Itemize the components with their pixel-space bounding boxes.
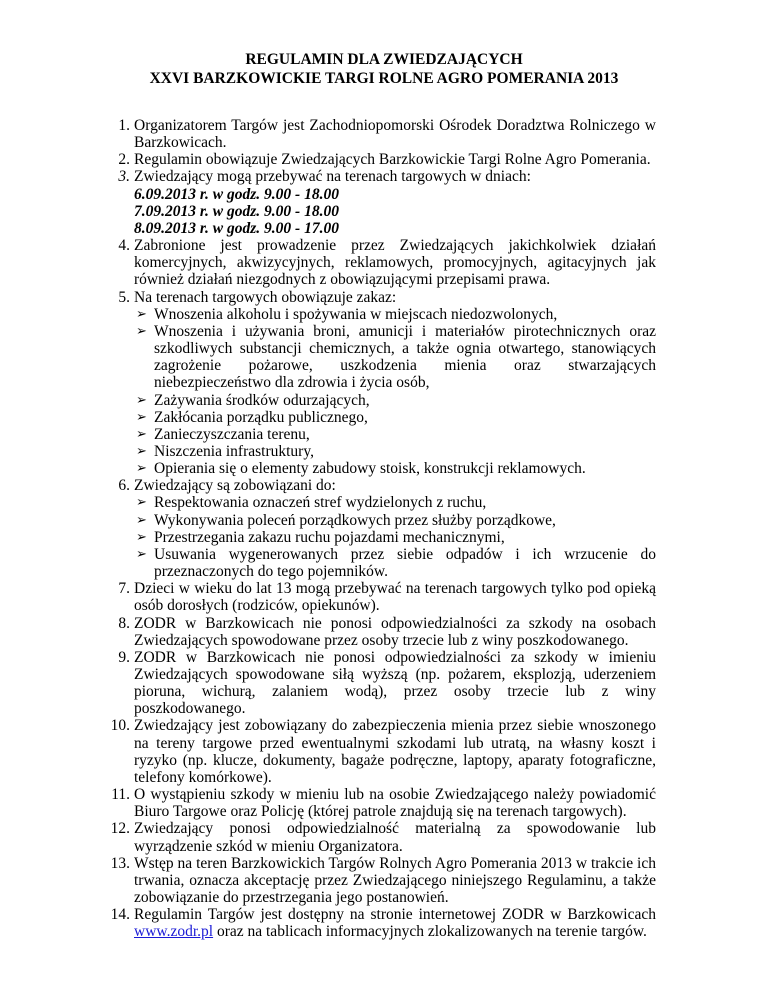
arrow-bullet-icon: ➢ bbox=[136, 409, 147, 425]
regulation-item-12 bbox=[110, 820, 656, 854]
opening-hours-day-3: 8.09.2013 r. w godz. 9.00 - 17.00 bbox=[134, 219, 339, 237]
item-number: 10. bbox=[110, 717, 130, 735]
sub-item-text: Niszczenia infrastruktury, bbox=[154, 442, 314, 460]
opening-hours-day-1: 6.09.2013 r. w godz. 9.00 - 18.00 bbox=[134, 185, 339, 203]
title-line-1: REGULAMIN DLA ZWIEDZAJĄCYCH bbox=[245, 51, 523, 68]
item-text: O wystąpieniu szkody w mieniu lub na osobie Zwiedzającego należy powiadomić Biuro Targowe oraz Policję (której patrole znajdują się na terenach targowych). bbox=[134, 786, 656, 821]
item-text: Wstęp na teren Barzkowickich Targów Rolnych Agro Pomerania 2013 w trakcie ich trwania, oznacza akceptację przez Zwiedzającego niniejszego Regulaminu, a także zobowiązanie do przestrzegania jego postanowień. bbox=[134, 854, 656, 907]
arrow-bullet-icon: ➢ bbox=[136, 426, 147, 442]
regulation-item-8 bbox=[110, 615, 656, 649]
sub-item-text: Wnoszenia i używania broni, amunicji i materiałów pirotechnicznych oraz szkodliwych substancji chemicznych, a także ognia otwartego, stanowiących zagrożenie pożarowe, uszkodzenia mienia oraz stwarzających niebezpieczeństwo dla zdrowia i życia osób, bbox=[154, 322, 656, 392]
zodr-website-link[interactable]: www.zodr.pl bbox=[134, 923, 214, 941]
regulation-item-9 bbox=[110, 649, 656, 718]
sub-item-text: Opierania się o elementy zabudowy stoisk, konstrukcji reklamowych. bbox=[154, 460, 586, 478]
arrow-bullet-icon: ➢ bbox=[136, 512, 147, 528]
item-text: Zabronione jest prowadzenie przez Zwiedzających jakichkolwiek działań komercyjnych, akwizycyjnych, reklamowych, promocyjnych, agitacyjnych jak również działań niezgodnych z obowiązującymi przepisami prawa. bbox=[134, 237, 656, 289]
item-number: 5. bbox=[118, 288, 130, 306]
item-number: 9. bbox=[118, 648, 130, 666]
item-number: 13. bbox=[110, 854, 130, 872]
item-text: Organizatorem Targów jest Zachodniopomorski Ośrodek Doradztwa Rolniczego w Barzkowicach. bbox=[134, 117, 656, 152]
item-text: ZODR w Barzkowicach nie ponosi odpowiedzialności za szkody w imieniu Zwiedzających spowodowane siłą wyższą (np. pożarem, eksplozją, uderzeniem pioruna, wichurą, zalaniem wodą), przez osoby trzecie lub z winy poszkodowanego. bbox=[134, 648, 656, 718]
item-number: 1. bbox=[118, 117, 130, 134]
regulation-item-11 bbox=[110, 786, 656, 820]
regulation-item-13 bbox=[110, 855, 656, 906]
regulations-list bbox=[110, 117, 656, 941]
regulation-item-3 bbox=[110, 168, 656, 237]
sub-item-text: Wykonywania poleceń porządkowych przez służby porządkowe, bbox=[154, 511, 556, 529]
arrow-bullet-icon: ➢ bbox=[136, 546, 147, 562]
arrow-bullet-icon: ➢ bbox=[136, 529, 147, 545]
arrow-bullet-icon: ➢ bbox=[136, 323, 147, 339]
item-number: 6. bbox=[118, 477, 130, 495]
sub-item-text: Respektowania oznaczeń stref wydzielonych z ruchu, bbox=[154, 494, 487, 512]
prohibitions-list bbox=[134, 306, 656, 478]
item-number: 8. bbox=[118, 614, 130, 632]
sub-item bbox=[134, 426, 656, 443]
arrow-bullet-icon: ➢ bbox=[136, 495, 147, 511]
title-line-2: XXVI BARZKOWICKIE TARGI ROLNE AGRO POMERANIA 2013 bbox=[149, 70, 619, 87]
document-title bbox=[0, 50, 768, 88]
sub-item bbox=[134, 443, 656, 460]
item-number: 14. bbox=[110, 906, 130, 924]
item-text-tail: oraz na tablicach informacyjnych zlokalizowanych na terenie targów. bbox=[213, 923, 647, 941]
regulation-item-7 bbox=[110, 580, 656, 614]
item-text: Zwiedzający są zobowiązani do: bbox=[134, 477, 336, 495]
sub-item bbox=[134, 409, 656, 426]
regulation-item-14 bbox=[110, 906, 656, 940]
arrow-bullet-icon: ➢ bbox=[136, 443, 147, 459]
opening-hours bbox=[134, 186, 656, 237]
item-text-lead: Regulamin Targów jest dostępny na stronie internetowej ZODR w Barzkowicach bbox=[134, 906, 656, 924]
regulation-item-5 bbox=[110, 289, 656, 478]
regulation-item-1 bbox=[110, 117, 656, 151]
sub-item bbox=[134, 392, 656, 409]
sub-item-text: Wnoszenia alkoholu i spożywania w miejscach niedozwolonych, bbox=[154, 305, 558, 323]
arrow-bullet-icon: ➢ bbox=[136, 306, 147, 322]
item-number: 12. bbox=[110, 820, 130, 838]
item-number: 3. bbox=[118, 168, 130, 186]
item-text: Zwiedzający ponosi odpowiedzialność materialną za spowodowanie lub wyrządzenie szkód w mieniu Organizatora. bbox=[134, 820, 656, 855]
sub-item bbox=[134, 512, 656, 529]
opening-hours-day-2: 7.09.2013 r. w godz. 9.00 - 18.00 bbox=[134, 202, 339, 220]
regulation-item-6 bbox=[110, 477, 656, 580]
regulations-content bbox=[110, 117, 656, 941]
sub-item-text: Zanieczyszczania terenu, bbox=[154, 425, 310, 443]
sub-item bbox=[134, 546, 656, 580]
arrow-bullet-icon: ➢ bbox=[136, 392, 147, 408]
item-text: Dzieci w wieku do lat 13 mogą przebywać na terenach targowych tylko pod opieką osób dorosłych (rodziców, opiekunów). bbox=[134, 580, 656, 615]
sub-item bbox=[134, 529, 656, 546]
sub-item-text: Przestrzegania zakazu ruchu pojazdami mechanicznymi, bbox=[154, 528, 505, 546]
sub-item bbox=[134, 323, 656, 392]
item-text: Na terenach targowych obowiązuje zakaz: bbox=[134, 288, 397, 306]
item-number: 4. bbox=[118, 237, 130, 255]
sub-item-text: Usuwania wygenerowanych przez siebie odpadów i ich wrzucenie do przeznaczonych do tego pojemników. bbox=[154, 545, 656, 581]
regulation-item-2 bbox=[110, 151, 656, 168]
item-text: Zwiedzający jest zobowiązany do zabezpieczenia mienia przez siebie wnoszonego na tereny targowe przed ewentualnymi szkodami lub utratą, na własny koszt i ryzyko (np. klucze, dokumenty, bagaże podręczne, laptopy, aparaty fotograficzne, telefony komórkowe). bbox=[134, 717, 656, 786]
regulation-item-10 bbox=[110, 717, 656, 786]
item-number: 2. bbox=[118, 151, 130, 169]
obligations-list bbox=[134, 494, 656, 580]
arrow-bullet-icon: ➢ bbox=[136, 461, 147, 477]
sub-item bbox=[134, 494, 656, 511]
item-text: ZODR w Barzkowicach nie ponosi odpowiedzialności za szkody na osobach Zwiedzających spowodowane przez osoby trzecie lub z winy poszkodowanego. bbox=[134, 614, 656, 649]
sub-item-text: Zakłócania porządku publicznego, bbox=[154, 408, 368, 426]
item-text: Zwiedzający mogą przebywać na terenach targowych w dniach: bbox=[134, 168, 531, 186]
item-number: 7. bbox=[118, 580, 130, 598]
regulation-item-4 bbox=[110, 237, 656, 288]
item-text: Regulamin obowiązuje Zwiedzających Barzkowickie Targi Rolne Agro Pomerania. bbox=[134, 151, 651, 169]
sub-item bbox=[134, 306, 656, 323]
sub-item-text: Zażywania środków odurzających, bbox=[154, 391, 370, 409]
item-text bbox=[134, 906, 656, 940]
sub-item bbox=[134, 460, 656, 477]
item-number: 11. bbox=[111, 786, 130, 804]
